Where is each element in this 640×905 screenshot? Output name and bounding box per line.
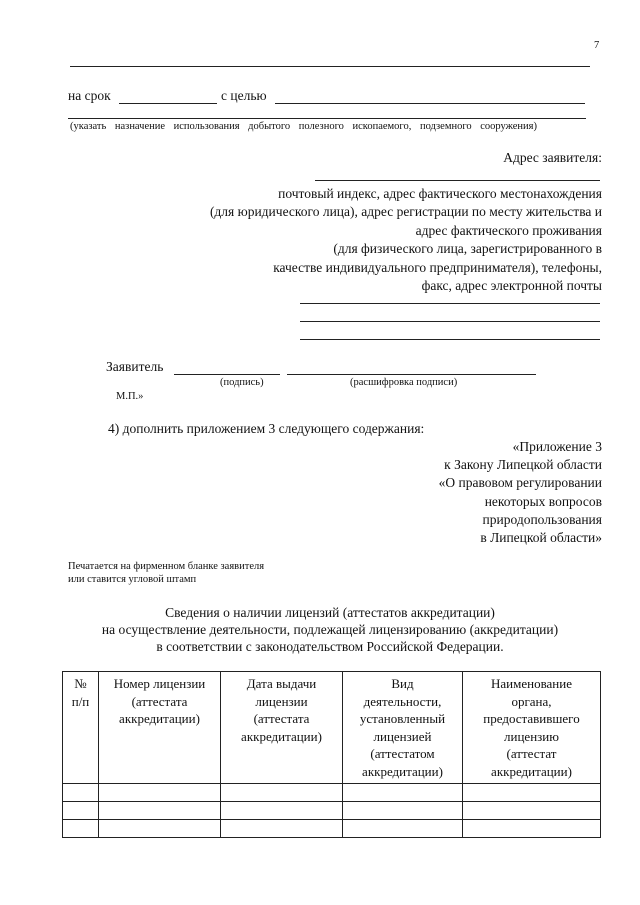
table-cell[interactable] [343, 819, 463, 837]
letterhead-note [68, 560, 264, 586]
term-prefix: на срок [68, 88, 111, 103]
table-cell[interactable] [99, 801, 221, 819]
table-cell[interactable] [463, 819, 601, 837]
table-cell[interactable] [99, 819, 221, 837]
blank-line [70, 66, 590, 67]
signature-blank[interactable] [174, 374, 280, 375]
letterhead-line: Печатается на фирменном бланке заявителя [68, 561, 265, 572]
usage-blank[interactable] [68, 118, 586, 119]
address-line: (для юридического лица), адрес регистрации по месту жительства и [209, 204, 602, 220]
appendix-line: некоторых вопросов [484, 493, 602, 509]
address-line: адрес фактического проживания [415, 222, 602, 238]
amendment-text: 4) дополнить приложением 3 следующего содержания: [108, 421, 425, 436]
col-license-number: Номер лицензии (аттестата аккредитации) [99, 672, 221, 784]
appendix-line: природопользования [482, 511, 602, 527]
address-blank[interactable] [300, 303, 600, 304]
address-blank[interactable] [300, 321, 600, 322]
col-activity-type: Вид деятельности, установленный лицензией (аттестатом аккредитации) [343, 672, 463, 784]
address-line: факс, адрес электронной почты [421, 278, 602, 294]
table-cell[interactable] [221, 819, 343, 837]
address-blank[interactable] [315, 180, 600, 181]
table-cell[interactable] [63, 819, 99, 837]
address-title: Адрес заявителя: [503, 150, 602, 165]
table-cell[interactable] [99, 783, 221, 801]
col-issuing-body: Наименование органа, предоставившего лицензию (аттестат аккредитации) [463, 672, 601, 784]
usage-caption: (указать назначение использования добытого полезного ископаемого, подземного сооружения) [70, 121, 537, 132]
table-row [63, 783, 601, 801]
address-line: (для физического лица, зарегистрированного в [333, 241, 602, 257]
table-row [63, 819, 601, 837]
table-cell[interactable] [221, 801, 343, 819]
table-cell[interactable] [463, 801, 601, 819]
table-cell[interactable] [221, 783, 343, 801]
decode-caption: (расшифровка подписи) [350, 377, 458, 388]
title-line: на осуществление деятельности, подлежащей лицензированию (аккредитации) [101, 622, 559, 638]
term-blank[interactable] [119, 103, 217, 104]
table-cell[interactable] [463, 783, 601, 801]
page-number: 7 [594, 40, 600, 51]
table-cell[interactable] [63, 783, 99, 801]
address-description [210, 185, 602, 295]
purpose-blank[interactable] [275, 103, 585, 104]
table-cell[interactable] [63, 801, 99, 819]
table-row [63, 801, 601, 819]
address-line: качестве индивидуального предпринимателя), телефоны, [273, 259, 602, 275]
col-issue-date: Дата выдачи лицензии (аттестата аккредитации) [221, 672, 343, 784]
signature-caption: (подпись) [220, 377, 264, 388]
address-line: почтовый индекс, адрес фактического местонахождения [278, 186, 602, 201]
appendix-line: «Приложение 3 [512, 439, 602, 454]
applicant-label: Заявитель [106, 359, 164, 374]
appendix-line: в Липецкой области» [480, 530, 602, 546]
title-line: Сведения о наличии лицензий (аттестатов аккредитации) [165, 605, 495, 620]
appendix-line: «О правовом регулировании [438, 475, 602, 491]
col-number: № п/п [63, 672, 99, 784]
purpose-label: с целью [221, 88, 267, 103]
address-blank[interactable] [300, 339, 600, 340]
table-cell[interactable] [343, 783, 463, 801]
licenses-table [62, 671, 601, 838]
form-title [40, 604, 620, 656]
title-line: в соответствии с законодательством Российской Федерации. [156, 639, 504, 655]
table-cell[interactable] [343, 801, 463, 819]
signature-decode-blank[interactable] [287, 374, 536, 375]
table-header-row [63, 672, 601, 784]
letterhead-line: или ставится угловой штамп [68, 574, 197, 585]
stamp-mark: М.П.» [116, 391, 144, 402]
appendix-header [439, 438, 602, 547]
appendix-line: к Закону Липецкой области [444, 457, 602, 473]
